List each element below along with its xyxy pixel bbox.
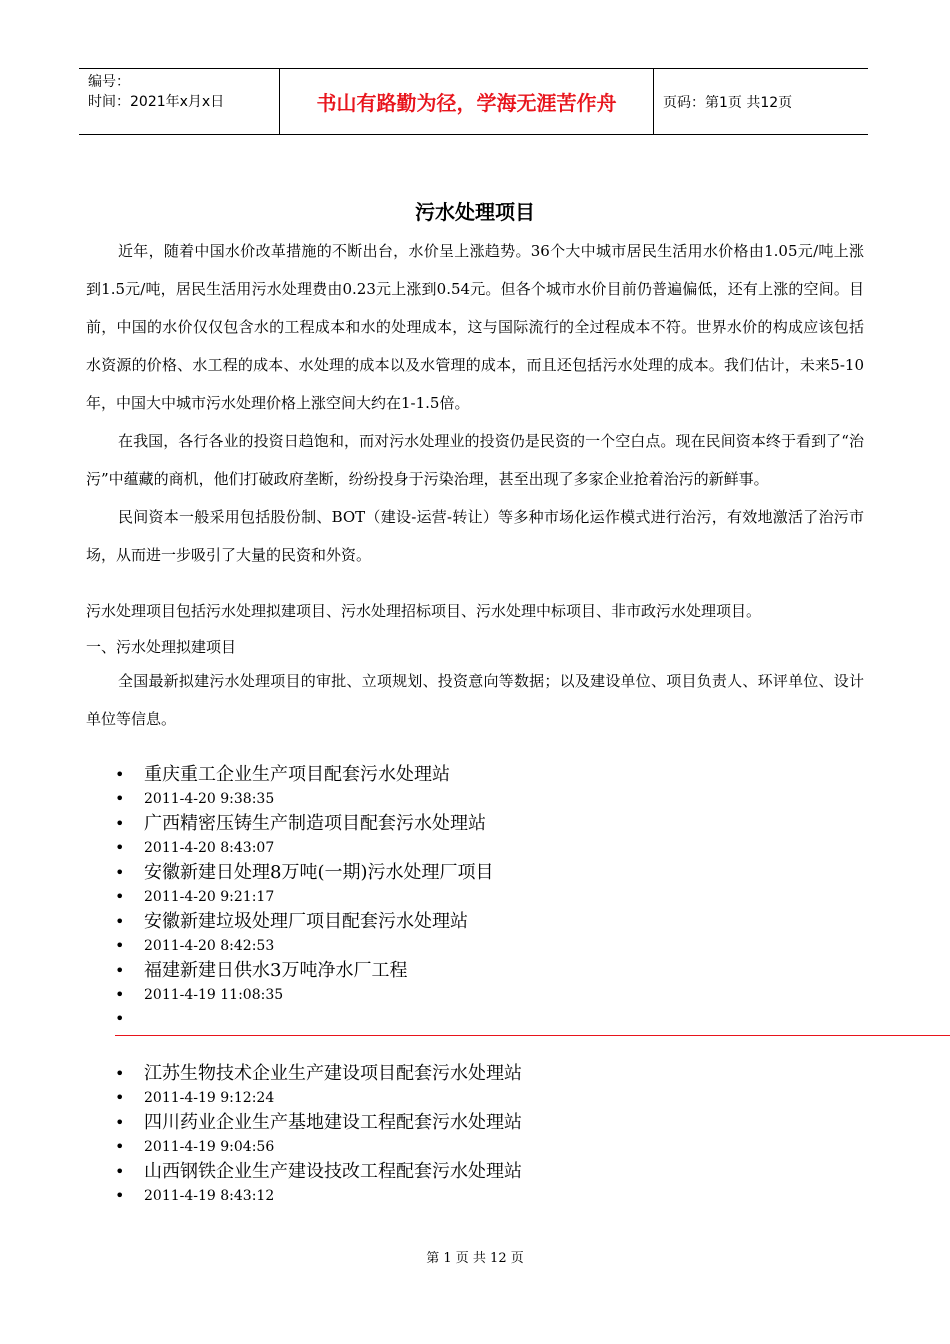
header-meta (79, 69, 280, 134)
section-paragraph: 全国最新拟建污水处理项目的审批、立项规划、投资意向等数据；以及建设单位、项目负责人、环评单位、设计单位等信息。 (86, 672, 864, 728)
project-date: 2011-4-19 9:04:56 (144, 1139, 275, 1155)
project-title: 山西钢铁企业生产建设技改工程配套污水处理站 (144, 1161, 522, 1182)
list-item (115, 787, 875, 811)
project-date: 2011-4-19 8:43:12 (144, 1188, 275, 1204)
bullet-icon: • (115, 936, 125, 955)
bullet-icon: • (115, 814, 125, 833)
bullet-icon: • (115, 1162, 125, 1181)
bullet-icon: • (115, 887, 125, 906)
project-list (115, 762, 875, 1031)
list-item (115, 1184, 875, 1208)
bullet-icon: • (115, 985, 125, 1004)
summary-line: 污水处理项目包括污水处理拟建项目、污水处理招标项目、污水处理中标项目、非市政污水处理项目。 (86, 602, 762, 620)
list-item-empty (115, 1007, 875, 1031)
bullet-icon: • (115, 912, 125, 931)
list-item[interactable] (115, 1061, 875, 1086)
section-divider (115, 1035, 950, 1036)
project-date: 2011-4-19 9:12:24 (144, 1090, 275, 1106)
project-date: 2011-4-20 9:38:35 (144, 791, 275, 807)
project-title: 安徽新建日处理8万吨(一期)污水处理厂项目 (144, 862, 494, 883)
list-item (115, 836, 875, 860)
section-body (86, 662, 864, 738)
list-item (115, 934, 875, 958)
document-body (86, 232, 864, 574)
list-item[interactable] (115, 811, 875, 836)
list-item[interactable] (115, 1159, 875, 1184)
list-item[interactable] (115, 762, 875, 787)
bullet-icon: • (115, 1064, 125, 1083)
list-item[interactable] (115, 1110, 875, 1135)
document-title: 污水处理项目 (415, 200, 535, 224)
project-title: 福建新建日供水3万吨净水厂工程 (144, 960, 408, 981)
project-date: 2011-4-20 8:43:07 (144, 840, 275, 856)
project-title: 广西精密压铸生产制造项目配套污水处理站 (144, 813, 486, 834)
project-date: 2011-4-19 11:08:35 (144, 987, 284, 1003)
list-item[interactable] (115, 860, 875, 885)
bullet-icon: • (115, 1088, 125, 1107)
list-item (115, 983, 875, 1007)
page-header (79, 68, 868, 135)
bullet-icon: • (115, 1186, 125, 1205)
list-item (115, 885, 875, 909)
time-label: 时间：2021年x月x日 (88, 94, 225, 110)
list-item (115, 1135, 875, 1159)
header-motto: 书山有路勤为径，学海无涯苦作舟 (280, 69, 654, 134)
paragraph-3: 民间资本一般采用包括股份制、BOT（建设-运营-转让）等多种市场化运作模式进行治污，有效地激活了治污市场，从而进一步吸引了大量的民资和外资。 (86, 508, 864, 564)
project-date: 2011-4-20 9:21:17 (144, 889, 275, 905)
section-heading: 一、污水处理拟建项目 (86, 638, 237, 656)
paragraph-1: 近年，随着中国水价改革措施的不断出台，水价呈上涨趋势。36个大中城市居民生活用水价格由1.05元/吨上涨到1.5元/吨，居民生活用污水处理费由0.23元上涨到0.54元。但各个城市水价目前仍普遍偏低，还有上涨的空间。目前，中国的水价仅仅包含水的工程成本和水的处理成本，这与国际流行的全过程成本不符。世界水价的构成应该包括水资源的价格、水工程的成本、水处理的成本以及水管理的成本，而且还包括污水处理的成本。我们估计，未来5-10年，中国大中城市污水处理价格上涨空间大约在1-1.5倍。 (86, 242, 864, 412)
page-footer: 第 1 页 共 12 页 (426, 1251, 524, 1266)
project-title: 重庆重工企业生产项目配套污水处理站 (144, 764, 450, 785)
bullet-icon: • (115, 863, 125, 882)
bullet-icon: • (115, 789, 125, 808)
list-item (115, 1086, 875, 1110)
bullet-icon: • (115, 838, 125, 857)
number-label: 编号： (88, 74, 130, 90)
paragraph-2: 在我国，各行各业的投资日趋饱和，而对污水处理业的投资仍是民资的一个空白点。现在民间资本终于看到了“治污”中蕴藏的商机，他们打破政府垄断，纷纷投身于污染治理，甚至出现了多家企业抢着治污的新鲜事。 (86, 432, 864, 488)
bullet-icon: • (115, 765, 125, 784)
bullet-icon: • (115, 1113, 125, 1132)
list-item[interactable] (115, 958, 875, 983)
project-title: 四川药业企业生产基地建设工程配套污水处理站 (144, 1112, 522, 1133)
project-title: 安徽新建垃圾处理厂项目配套污水处理站 (144, 911, 468, 932)
project-date: 2011-4-20 8:42:53 (144, 938, 275, 954)
bullet-icon: • (115, 1137, 125, 1156)
bullet-icon: • (115, 1009, 125, 1028)
project-list-continued (115, 1061, 875, 1208)
header-page-info: 页码：第1页 共12页 (663, 94, 793, 111)
project-title: 江苏生物技术企业生产建设项目配套污水处理站 (144, 1063, 522, 1084)
list-item[interactable] (115, 909, 875, 934)
bullet-icon: • (115, 961, 125, 980)
